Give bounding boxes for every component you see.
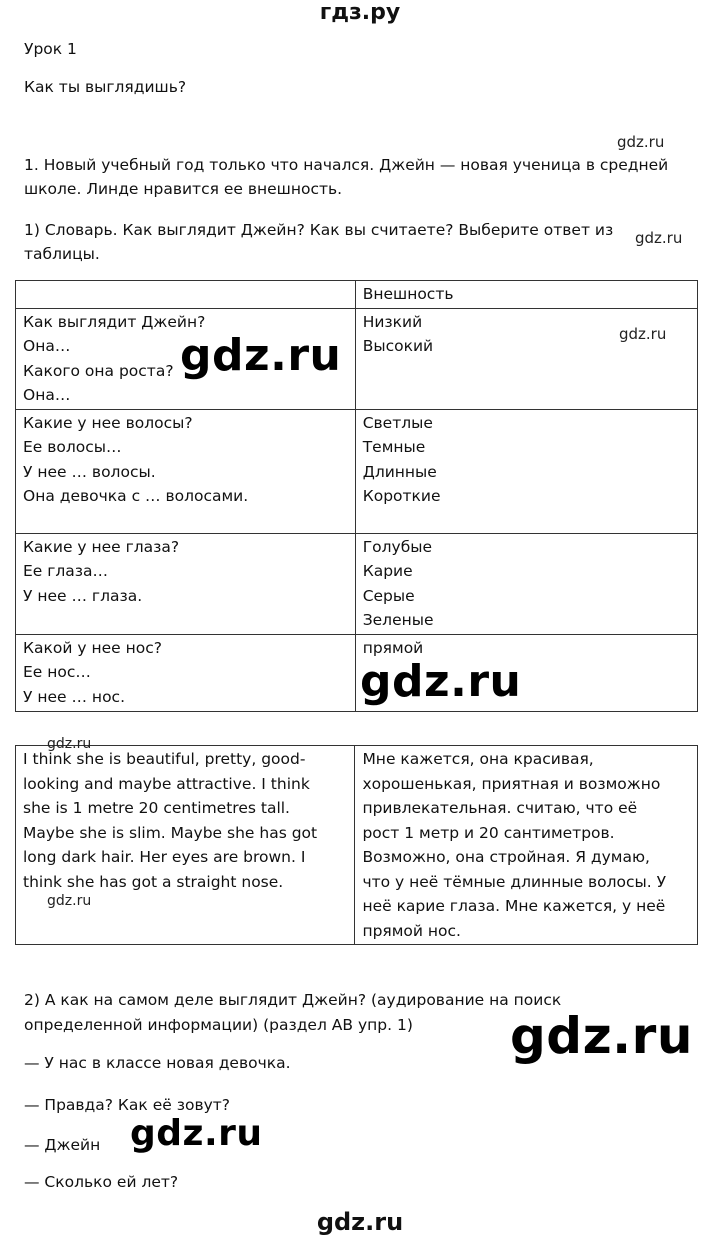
cell-line: рост 1 метр и 20 сантиметров. — [362, 823, 615, 842]
cell-line: she is 1 metre 20 centimetres tall. — [23, 799, 290, 817]
cell-line: Она девочка с … волосами. — [23, 487, 249, 505]
cell-line: Возможно, она стройная. Я думаю, — [362, 848, 650, 866]
watermark: gdz.ru — [510, 1007, 693, 1065]
watermark: gdz.ru — [47, 736, 92, 752]
lesson-heading: Урок 1 — [24, 40, 77, 58]
cell-line: Ее нос… — [23, 663, 91, 681]
table-header-cell — [16, 281, 356, 309]
watermark: gdz.ru — [635, 229, 683, 247]
table-cell — [16, 533, 356, 634]
watermark: gdz.ru — [130, 1113, 263, 1154]
watermark: gdz.ru — [180, 330, 342, 381]
cell-line: У нее … волосы. — [23, 462, 156, 481]
cell-line: Короткие — [362, 487, 441, 505]
dialogue-line: — У нас в классе новая девочка. — [24, 1054, 291, 1072]
task1-line-1: 1. Новый учебный год только что начался. Джейн — новая ученица в средней — [24, 156, 669, 174]
topic-heading: Как ты выглядишь? — [24, 78, 187, 96]
table-row — [16, 746, 698, 945]
site-title: гдз.ру — [319, 0, 401, 25]
cell-line: У нее … нос. — [23, 687, 125, 706]
cell-line: Зеленые — [362, 611, 434, 629]
cell-line: I think she is beautiful, pretty, good- — [23, 750, 306, 768]
cell-line: Она… — [23, 386, 71, 404]
cell-line: что у неё тёмные длинные волосы. У — [362, 872, 667, 891]
cell-line: прямой нос. — [362, 921, 461, 940]
cell-line: Высокий — [362, 337, 434, 355]
table-row — [16, 533, 698, 634]
table-row — [16, 634, 698, 711]
table-row — [16, 409, 698, 533]
cell-line: Мне кажется, она красивая, — [362, 750, 594, 768]
cell-line: У нее … глаза. — [23, 586, 143, 605]
watermark: gdz.ru — [617, 133, 665, 151]
table-cell — [16, 634, 356, 711]
table-cell — [355, 409, 697, 533]
task1-1-line-2: таблицы. — [24, 245, 100, 263]
watermark: gdz.ru — [360, 656, 522, 707]
vocabulary-table — [15, 280, 698, 712]
table-header-cell: Внешность — [355, 281, 697, 309]
cell-line: Maybe she is slim. Maybe she has got — [23, 823, 318, 842]
dialogue-line: — Джейн — [24, 1136, 101, 1154]
cell-line: Ее волосы… — [23, 438, 122, 456]
cell-line: long dark hair. Her eyes are brown. I — [23, 848, 306, 866]
cell-line: Светлые — [362, 413, 433, 432]
task2-line-2: определенной информации) (раздел АВ упр. 1) — [24, 1016, 413, 1034]
cell-line: привлекательная. считаю, что её — [362, 799, 638, 817]
table-cell — [355, 308, 697, 409]
cell-line: Ее глаза… — [23, 562, 109, 580]
footer-watermark: gdz.ru — [316, 1208, 404, 1236]
cell-line: Голубые — [362, 537, 433, 556]
table-cell-english — [16, 746, 355, 945]
cell-line: неё карие глаза. Мне кажется, у неё — [362, 897, 666, 915]
cell-line: хорошенькая, приятная и возможно — [362, 774, 661, 793]
dialogue-line: — Правда? Как её зовут? — [24, 1096, 231, 1114]
cell-line: Какие у нее волосы? — [23, 413, 193, 432]
task1-1-line-1: 1) Словарь. Как выглядит Джейн? Как вы считаете? Выберите ответ из — [24, 221, 614, 239]
table-header-row — [16, 281, 698, 309]
cell-line: Карие — [362, 562, 413, 580]
cell-line: looking and maybe attractive. I think — [23, 774, 310, 793]
cell-line: Низкий — [362, 312, 423, 331]
cell-line: Какой у нее нос? — [23, 638, 162, 657]
cell-line: think she has got a straight nose. — [23, 872, 284, 891]
task1-line-2: школе. Линде нравится ее внешность. — [24, 180, 343, 198]
cell-line: Серые — [362, 586, 415, 605]
table-cell-russian — [355, 746, 698, 945]
task2-line-1: 2) А как на самом деле выглядит Джейн? (аудирование на поиск — [24, 991, 562, 1009]
cell-line: прямой — [362, 638, 424, 657]
cell-line: Длинные — [362, 462, 437, 481]
answer-table — [15, 745, 698, 945]
table-cell — [355, 533, 697, 634]
table-row — [16, 308, 698, 409]
dialogue-line: — Сколько ей лет? — [24, 1173, 179, 1191]
watermark: gdz.ru — [47, 893, 92, 909]
cell-line: Какие у нее глаза? — [23, 537, 180, 556]
table-cell — [16, 409, 356, 533]
cell-line: Какого она роста? — [23, 361, 174, 380]
cell-line: Как выглядит Джейн? — [23, 312, 206, 331]
cell-line: Темные — [362, 438, 426, 456]
cell-line: Она… — [23, 337, 71, 355]
watermark: gdz.ru — [619, 325, 667, 343]
